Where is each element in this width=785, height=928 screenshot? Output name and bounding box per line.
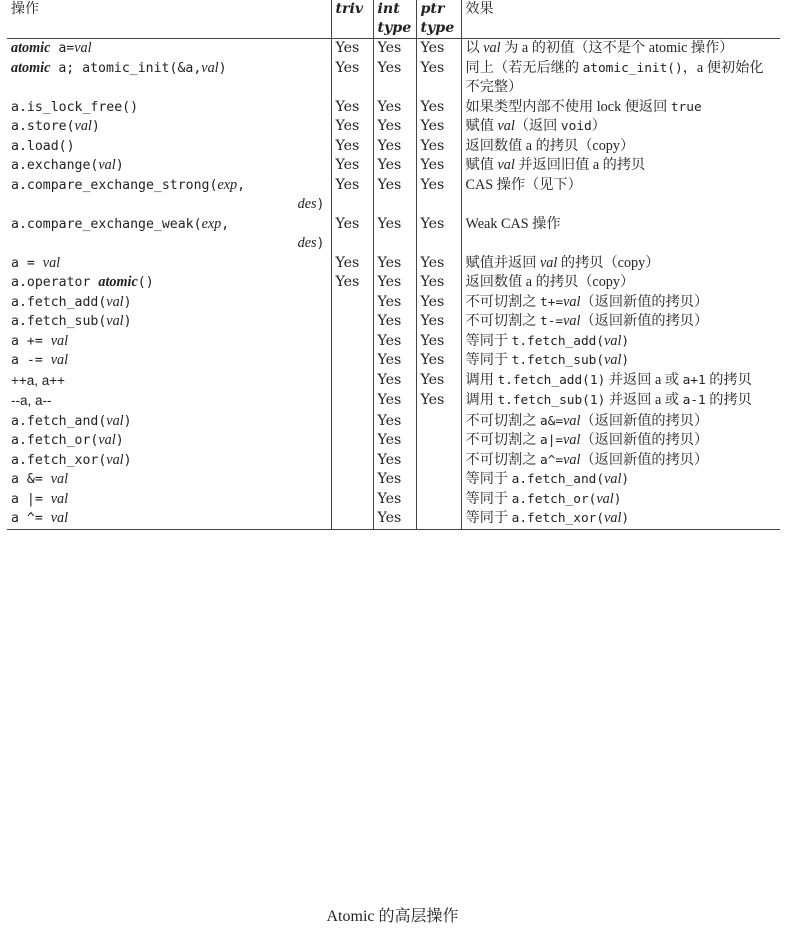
operation-token: a ^= (11, 511, 51, 526)
operation-token: a; atomic_init(&a, (50, 60, 202, 76)
int-flag-cell: Yes (373, 254, 416, 274)
effect-token: t.fetch_sub(1) (497, 393, 606, 408)
effect-token: （返回 (514, 118, 561, 134)
triv-flag-cell: Yes (331, 59, 373, 98)
ptr-flag-cell: Yes (416, 254, 461, 274)
table-row (7, 412, 780, 432)
ptr-flag-cell: Yes (416, 293, 461, 313)
operation-cell (7, 156, 331, 176)
int-flag-cell: Yes (373, 391, 416, 412)
table-body (7, 39, 780, 530)
operation-token: des (297, 196, 317, 212)
operation-cell (7, 371, 331, 392)
table-row (7, 273, 780, 293)
ptr-flag-cell: Yes (416, 273, 461, 293)
effect-token: a-1 (682, 393, 706, 408)
operation-cell (7, 39, 331, 59)
ptr-flag-cell (416, 451, 461, 471)
effect-token: val (596, 490, 614, 507)
ptr-flag-cell: Yes (416, 59, 461, 98)
effect-token: val (563, 313, 581, 329)
triv-flag-cell (331, 391, 373, 412)
effect-token: val (483, 40, 501, 56)
operation-token: a.fetch_or( (11, 433, 99, 448)
effect-token: ，a 便初始化不完整） (465, 59, 764, 95)
triv-flag-cell: Yes (331, 273, 373, 293)
operation-token: , (237, 177, 246, 193)
effect-token: a.fetch_xor( (511, 511, 605, 526)
operation-token: val (42, 254, 61, 271)
effect-cell (461, 59, 780, 98)
effect-token: 赋值 (465, 157, 498, 173)
effect-token: a+1 (682, 372, 706, 388)
effect-token: 不可切割之 (465, 432, 540, 448)
operation-token: val (106, 412, 124, 429)
operation-token: a.operator (11, 275, 99, 290)
effect-token: ) (621, 472, 630, 487)
effect-token: val (563, 451, 581, 468)
table-row (7, 98, 780, 118)
operation-token: val (106, 293, 124, 310)
operation-token: a.compare_exchange_weak( (11, 216, 202, 232)
effect-token: val (563, 432, 581, 448)
int-flag-cell: Yes (373, 431, 416, 451)
ptr-flag-cell (416, 470, 461, 490)
operation-token: des (297, 235, 317, 251)
effect-token: val (563, 293, 581, 310)
operation-token: val (50, 471, 69, 487)
effect-token: a.fetch_or( (511, 491, 597, 507)
table-row (7, 254, 780, 274)
operation-token: ) (123, 413, 132, 429)
effect-cell (461, 273, 780, 293)
ptr-flag-cell: Yes (416, 391, 461, 412)
triv-flag-cell (331, 332, 373, 352)
operation-token: val (50, 332, 69, 349)
table-row (7, 312, 780, 332)
effect-token: 不可切割之 (465, 412, 540, 429)
int-flag-cell: Yes (373, 451, 416, 471)
triv-flag-cell: Yes (331, 137, 373, 157)
int-flag-cell: Yes (373, 39, 416, 59)
operation-cell (7, 137, 331, 157)
operation-cell (7, 412, 331, 432)
table-header (7, 0, 780, 39)
effect-token: （返回新值的拷贝） (580, 412, 709, 429)
effect-token: val (497, 118, 515, 134)
operation-token: val (74, 40, 92, 56)
ptr-flag-cell: Yes (416, 351, 461, 371)
operation-token: val (74, 118, 92, 134)
effect-token: val (563, 412, 581, 429)
effect-cell (461, 293, 780, 313)
header-ptr-type (416, 0, 461, 39)
operation-cell (7, 59, 331, 98)
table-row (7, 215, 780, 254)
int-flag-cell: Yes (373, 176, 416, 215)
operation-cell (7, 451, 331, 471)
effect-token: 不可切割之 (465, 451, 540, 468)
triv-flag-cell (331, 412, 373, 432)
ptr-flag-cell: Yes (416, 39, 461, 59)
effect-cell (461, 470, 780, 490)
operation-token: ) (91, 119, 100, 134)
table-row (7, 293, 780, 313)
operation-token: ++a, a++ (11, 372, 66, 388)
operation-token: val (98, 432, 116, 448)
triv-flag-cell (331, 470, 373, 490)
int-flag-cell: Yes (373, 371, 416, 392)
effect-token: ） (591, 118, 606, 134)
operation-token: val (98, 157, 116, 173)
header-triv (331, 0, 373, 39)
ptr-flag-cell (416, 509, 461, 529)
operation-token: ) (123, 294, 132, 310)
ptr-flag-cell: Yes (416, 332, 461, 352)
int-flag-cell: Yes (373, 59, 416, 98)
effect-token: 赋值并返回 (465, 254, 540, 271)
ptr-flag-cell: Yes (416, 312, 461, 332)
operation-token: atomic (98, 274, 138, 290)
ptr-flag-cell: Yes (416, 137, 461, 157)
triv-flag-cell (331, 371, 373, 392)
effect-token: t.fetch_add(1) (497, 372, 606, 388)
operation-token: val (50, 510, 69, 526)
table-row (7, 176, 780, 215)
operation-token: atomic (11, 40, 51, 56)
effect-cell (461, 215, 780, 254)
effect-token: 不可切割之 (465, 313, 540, 329)
effect-token: val (604, 510, 622, 526)
effect-cell (461, 98, 780, 118)
effect-cell (461, 39, 780, 59)
table-row (7, 470, 780, 490)
effect-token: t+= (540, 294, 564, 310)
effect-token: （返回新值的拷贝） (580, 313, 709, 329)
triv-flag-cell: Yes (331, 176, 373, 215)
operation-cell (7, 293, 331, 313)
effect-token: 赋值 (465, 118, 498, 134)
header-ptr-label: ptr (420, 1, 445, 17)
effect-token: 等同于 (465, 471, 512, 487)
int-flag-cell: Yes (373, 98, 416, 118)
operation-cell (7, 176, 331, 215)
int-flag-cell: Yes (373, 332, 416, 352)
ptr-flag-cell (416, 412, 461, 432)
effect-token: CAS 操作（见下） (465, 176, 582, 193)
operation-token: , (221, 216, 230, 232)
triv-flag-cell: Yes (331, 98, 373, 118)
int-flag-cell: Yes (373, 509, 416, 529)
effect-cell (461, 509, 780, 529)
effect-token: 为 a 的初值（这不是个 atomic 操作） (500, 40, 734, 56)
operation-token: a.fetch_sub( (11, 314, 107, 329)
operation-token: val (50, 490, 69, 507)
effect-token: 返回数值 a 的拷贝（copy） (465, 137, 635, 154)
effect-token: t.fetch_add( (511, 333, 605, 349)
effect-token: 并返回旧值 a 的拷贝 (514, 157, 646, 173)
effect-token: 等同于 (465, 332, 512, 349)
effect-token: （返回新值的拷贝） (580, 432, 709, 448)
effect-token: 返回数值 a 的拷贝（copy） (465, 274, 635, 290)
effect-token: 的拷贝 (705, 371, 752, 388)
effect-cell (461, 490, 780, 510)
operation-cell (7, 273, 331, 293)
effect-token: t-= (540, 314, 564, 329)
int-flag-cell: Yes (373, 117, 416, 137)
operation-cell (7, 391, 331, 412)
operation-token: a.exchange( (11, 158, 99, 173)
effect-token: val (604, 471, 622, 487)
header-operation: 操作 (11, 1, 39, 17)
operation-cell (7, 490, 331, 510)
triv-flag-cell (331, 351, 373, 371)
table-row (7, 137, 780, 157)
effect-token: true (670, 99, 702, 115)
effect-token: a|= (540, 433, 564, 448)
effect-cell (461, 371, 780, 392)
effect-cell (461, 391, 780, 412)
effect-cell (461, 451, 780, 471)
operation-token: ) (115, 158, 124, 173)
operation-token: a.fetch_add( (11, 294, 107, 310)
operation-token: a = (11, 255, 43, 271)
triv-flag-cell: Yes (331, 117, 373, 137)
operation-token: a= (50, 41, 75, 56)
triv-flag-cell (331, 490, 373, 510)
effect-token: 同上（若无后继的 (465, 59, 583, 76)
header-int-label: int (377, 1, 400, 17)
effect-cell (461, 412, 780, 432)
table-row (7, 490, 780, 510)
header-int-type-label: type (377, 20, 412, 36)
effect-token: 等同于 (465, 490, 512, 507)
triv-flag-cell (331, 509, 373, 529)
operation-cell (7, 509, 331, 529)
operation-token: a.fetch_and( (11, 413, 107, 429)
table-row (7, 117, 780, 137)
table-row (7, 332, 780, 352)
operation-cell (7, 254, 331, 274)
operation-token: ) (123, 452, 132, 468)
int-flag-cell: Yes (373, 156, 416, 176)
operation-cell (7, 98, 331, 118)
effect-token: void (560, 119, 592, 134)
effect-token: val (604, 352, 622, 368)
operation-token: val (106, 313, 124, 329)
int-flag-cell: Yes (373, 470, 416, 490)
effect-cell (461, 137, 780, 157)
int-flag-cell: Yes (373, 412, 416, 432)
ptr-flag-cell: Yes (416, 371, 461, 392)
effect-token: 等同于 (465, 510, 512, 526)
table-row (7, 431, 780, 451)
effect-token: 的拷贝（copy） (557, 254, 660, 271)
table-row (7, 509, 780, 529)
effect-cell (461, 176, 780, 215)
operation-token: a |= (11, 491, 51, 507)
operation-token: a -= (11, 353, 51, 368)
effect-token: 的拷贝 (705, 392, 752, 408)
operation-token: --a, a-- (11, 393, 52, 408)
operation-token: a.store( (11, 119, 75, 134)
operation-token: ) (115, 433, 124, 448)
operation-token: a.compare_exchange_strong( (11, 177, 218, 193)
atomic-operations-table (7, 0, 780, 530)
effect-token: val (497, 157, 515, 173)
effect-token: ) (621, 353, 630, 368)
ptr-flag-cell: Yes (416, 215, 461, 254)
operation-token: a.fetch_xor( (11, 452, 107, 468)
effect-token: 调用 (465, 392, 498, 408)
operation-token: a.load() (11, 138, 75, 154)
triv-flag-cell: Yes (331, 39, 373, 59)
effect-token: （返回新值的拷贝） (580, 293, 709, 310)
int-flag-cell: Yes (373, 312, 416, 332)
effect-token: （返回新值的拷贝） (580, 451, 709, 468)
effect-cell (461, 312, 780, 332)
int-flag-cell: Yes (373, 351, 416, 371)
int-flag-cell: Yes (373, 215, 416, 254)
header-int-type (373, 0, 416, 39)
ptr-flag-cell: Yes (416, 156, 461, 176)
effect-cell (461, 431, 780, 451)
operation-cell (7, 351, 331, 371)
effect-token: a.fetch_and( (511, 472, 605, 487)
int-flag-cell: Yes (373, 273, 416, 293)
effect-token: 等同于 (465, 352, 512, 368)
effect-token: a&= (540, 413, 564, 429)
table-row (7, 59, 780, 98)
effect-cell (461, 117, 780, 137)
effect-cell (461, 156, 780, 176)
operation-token: a += (11, 333, 51, 349)
int-flag-cell: Yes (373, 490, 416, 510)
effect-token: ) (621, 333, 630, 349)
int-flag-cell: Yes (373, 137, 416, 157)
effect-cell (461, 332, 780, 352)
operation-token: ) (218, 60, 227, 76)
effect-token: val (604, 332, 622, 349)
ptr-flag-cell (416, 490, 461, 510)
table-caption: Atomic 的高层操作 (326, 908, 459, 925)
operation-token: a &= (11, 472, 51, 487)
operation-token: () (137, 275, 154, 290)
header-effect: 效果 (461, 0, 780, 39)
effect-token: Weak CAS 操作 (465, 215, 561, 232)
effect-token: t.fetch_sub( (511, 353, 605, 368)
operation-cell (7, 215, 331, 254)
triv-flag-cell (331, 431, 373, 451)
operation-cell (7, 312, 331, 332)
operation-token: val (106, 451, 124, 468)
ptr-flag-cell (416, 431, 461, 451)
operation-token: exp (217, 176, 238, 193)
triv-flag-cell (331, 312, 373, 332)
operation-token: exp (201, 215, 222, 232)
operation-cell (7, 117, 331, 137)
table-row (7, 391, 780, 412)
effect-cell (461, 351, 780, 371)
effect-cell (461, 254, 780, 274)
int-flag-cell: Yes (373, 293, 416, 313)
operation-token: a.is_lock_free() (11, 99, 139, 115)
operation-token: atomic (11, 59, 51, 76)
effect-token: val (540, 254, 558, 271)
effect-token: 如果类型内部不使用 lock 便返回 (465, 98, 671, 115)
effect-token: ) (621, 511, 630, 526)
operation-cell (7, 470, 331, 490)
operation-continuation (11, 195, 327, 215)
triv-flag-cell: Yes (331, 215, 373, 254)
triv-flag-cell: Yes (331, 156, 373, 176)
ptr-flag-cell: Yes (416, 176, 461, 215)
table-row (7, 156, 780, 176)
header-triv-label: triv (335, 1, 364, 17)
triv-flag-cell (331, 293, 373, 313)
effect-token: a^= (540, 452, 564, 468)
effect-token: 以 (465, 40, 484, 56)
table-row (7, 451, 780, 471)
operation-cell (7, 332, 331, 352)
operation-token: val (201, 59, 219, 76)
effect-token: 并返回 a 或 (605, 392, 683, 408)
operation-token: val (50, 352, 69, 368)
operation-continuation (11, 234, 327, 254)
triv-flag-cell (331, 451, 373, 471)
effect-token: atomic_init() (582, 60, 683, 76)
triv-flag-cell: Yes (331, 254, 373, 274)
table-row (7, 371, 780, 392)
operation-token: ) (316, 197, 325, 212)
table-row (7, 39, 780, 59)
ptr-flag-cell: Yes (416, 117, 461, 137)
effect-token: 不可切割之 (465, 293, 540, 310)
table-row (7, 351, 780, 371)
effect-token: ) (613, 491, 622, 507)
operation-token: ) (123, 314, 132, 329)
operation-token: ) (316, 236, 325, 251)
effect-token: 调用 (465, 371, 498, 388)
effect-token: 并返回 a 或 (605, 371, 683, 388)
ptr-flag-cell: Yes (416, 98, 461, 118)
header-ptr-type-label: type (420, 20, 455, 36)
operation-cell (7, 431, 331, 451)
